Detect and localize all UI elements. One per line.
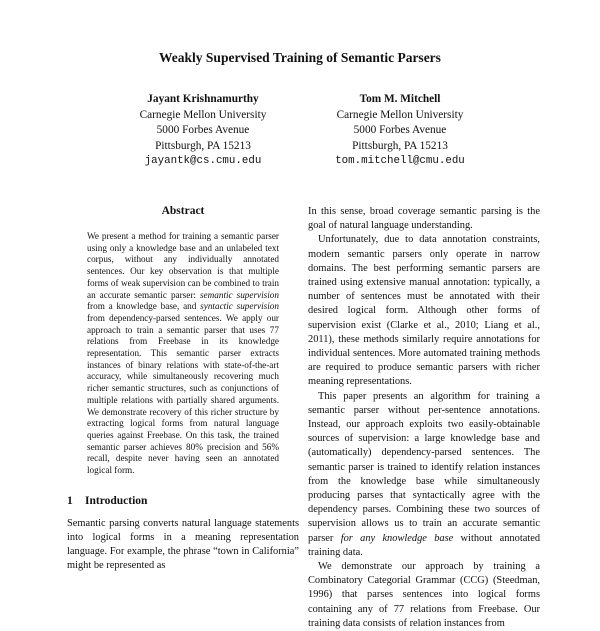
author-city: Pittsburgh, PA 15213 <box>155 139 251 152</box>
author-address: 5000 Forbes Avenue <box>156 124 250 136</box>
author-email: jayantk@cs.cmu.edu <box>144 155 262 167</box>
body-emphasis: for any knowledge base <box>340 532 454 544</box>
section-heading <box>67 495 299 507</box>
paper-title: Weakly Supervised Training of Semantic Parsers <box>159 50 441 65</box>
body-paragraph: Unfortunately, due to data annotation constraints, modern semantic parsers only operate in narrow domains. The best performing semantic parsers are trained using extensive manual annotation: typically, a number of sentences must be annotated with their desired logical form. Although other forms of supervision exist (Clarke et al., 2010; Liang et al., 2011), these methods similarly require annotations for individual sentences. More automated training methods are required to produce semantic parsers with richer meaning representations. <box>308 234 540 388</box>
author-block-2 <box>290 92 510 170</box>
left-column <box>67 205 299 574</box>
abstract-emphasis: semantic supervision <box>199 289 279 300</box>
section-title: Introduction <box>85 494 148 507</box>
author-city: Pittsburgh, PA 15213 <box>352 139 448 152</box>
author-block-1 <box>93 92 313 170</box>
abstract-text: We present a method for training a semantic parser using only a knowledge base and an unlabeled text corpus, without any individually annotated sentences. Our key observation is that multiple forms of weak supervision can be combined to train an accurate semantic parser: semantic supervision from a knowledge base, and syntactic supervision from dependency-parsed sentences. We apply our approach to train a semantic parser that uses 77 relations from Freebase in its knowledge representation. This semantic parser extracts instances of binary relations with state-of-the-art accuracy, while simultaneously recovering much richer semantic structures, such as conjunctions of multiple relations with partially shared arguments. We demonstrate recovery of this richer structure by extracting logical forms from natural language queries against Freebase. On this task, the trained semantic parser achieves 80% precision and 56% recall, despite never having seen an annotated logical form. <box>87 231 279 476</box>
author-name: Tom M. Mitchell <box>359 93 441 105</box>
author-affiliation: Carnegie Mellon University <box>336 108 464 121</box>
author-email: tom.mitchell@cmu.edu <box>335 155 465 167</box>
right-column <box>308 205 540 631</box>
abstract-emphasis: syntactic supervision <box>200 301 279 312</box>
author-name: Jayant Krishnamurthy <box>147 93 259 105</box>
body-paragraph: We demonstrate our approach by training a Combinatory Categorial Grammar (CCG) (Steedman, 1996) that parses sentences into logical forms containing any of 77 relations from Freebase. Our training data consists of relation instances from <box>308 561 540 629</box>
section-number: 1 <box>67 494 73 507</box>
body-paragraph: In this sense, broad coverage semantic parsing is the goal of natural language understanding. <box>308 206 540 232</box>
body-paragraph: This paper presents an algorithm for training a semantic parser without per-sentence annotations. Instead, our approach exploits two easily-obtainable sources of supervision: a large knowledge base and (automatically) dependency-parsed sentences. The semantic parser is trained to identify relation instances from the knowledge base while simultaneously producing parses that syntactically agree with the dependency parses. Combining these two sources of supervision allows us to train an accurate semantic parser for any knowledge base without annotated training data. <box>308 390 541 558</box>
abstract-heading: Abstract <box>161 205 205 217</box>
intro-paragraph: Semantic parsing converts natural language statements into logical forms in a meaning representation language. For example, the phrase “town in California” might be represented as <box>67 517 299 572</box>
author-affiliation: Carnegie Mellon University <box>139 108 267 121</box>
author-address: 5000 Forbes Avenue <box>353 124 447 136</box>
